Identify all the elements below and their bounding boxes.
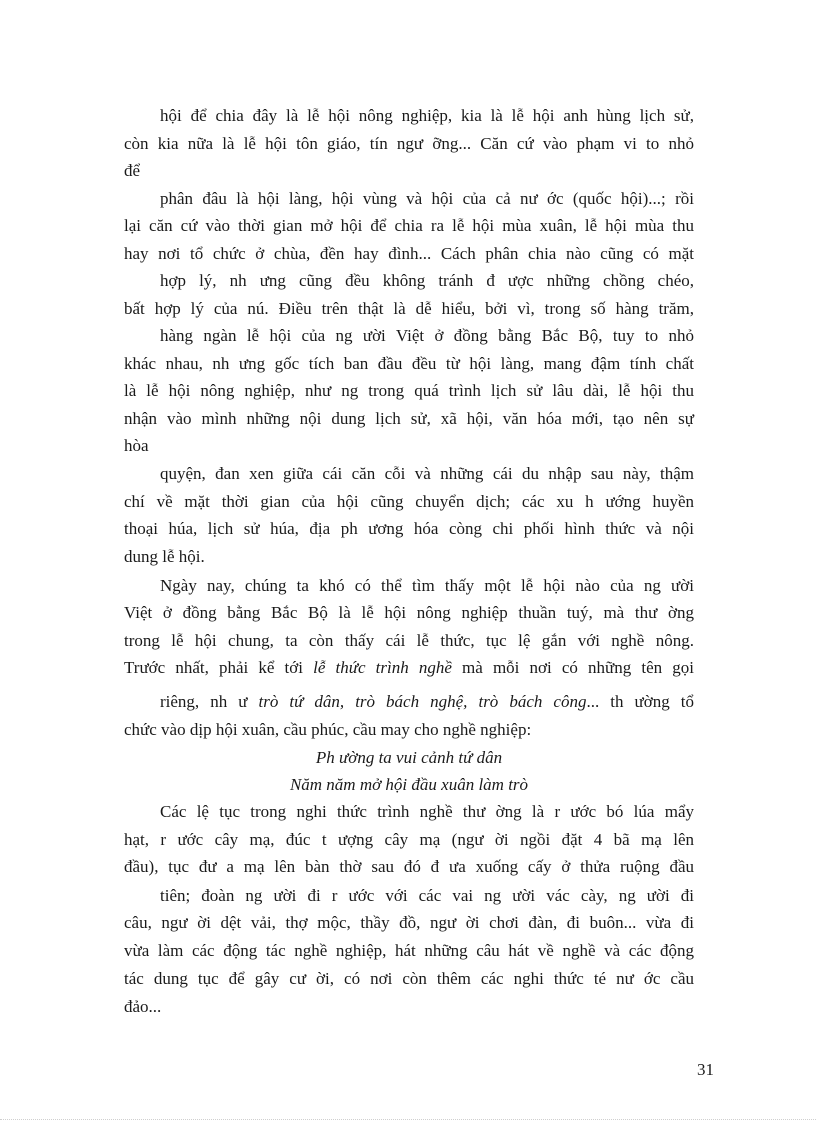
text-line: hòa [124,436,149,455]
text-line: tiên; đoàn ng ười đi r ước với các vai ng ười vác cày, ng ười đi [160,886,694,905]
page-number: 31 [697,1060,714,1079]
verse-line: Năm năm mở hội đầu xuân làm trò [289,775,529,794]
text-line: để [124,161,141,180]
text-line: là lễ hội nông nghiệp, như ng trong quá trình lịch sử lâu dài, lễ hội thu [124,381,694,400]
text-run: riêng, nh ư [160,692,259,711]
text-line: lại căn cứ vào thời gian mở hội để chia ra lễ hội mùa xuân, lễ hội mùa thu [124,216,694,235]
text-line: phân đâu là hội làng, hội vùng và hội của cả nư ớc (quốc hội)...; rồi [160,189,694,208]
text-run: mà mỗi nơi có những tên gọi [451,658,694,677]
text-line: vừa làm các động tác nghề nghiệp, hát những câu hát về nghề và các động [124,941,694,960]
text-line: nhận vào mình những nội dung lịch sử, xã hội, văn hóa mới, tạo nên sự [124,409,694,428]
text-line: hội để chia đây là lễ hội nông nghiệp, kia là lễ hội anh hùng lịch sử, [160,106,694,125]
text-line: Việt ở đồng bằng Bắc Bộ là lễ hội nông nghiệp thuần tuý, mà thư ờng [124,603,694,622]
text-line: Các lệ tục trong nghi thức trình nghề thư ờng là r ước bó lúa mẩy [160,802,694,821]
text-run: ... th ường tổ [586,692,694,711]
text-line: hạt, r ước cây mạ, đúc t ượng cây mạ (ngư ời ngồi đặt 4 bã mạ lên [124,830,694,849]
text-line: đảo... [124,997,162,1016]
italic-term: trò tứ dân, trò bách nghệ, trò bách công [258,692,587,711]
text-line [160,692,694,712]
verse-line: Ph ường ta vui cảnh tứ dân [315,748,503,767]
text-line: quyện, đan xen giữa cái căn cỗi và những cái du nhập sau này, thậm [160,464,694,483]
text-line: dung lễ hội. [124,547,205,566]
text-line: còn kia nữa là lễ hội tôn giáo, tín ngư ỡng... Căn cứ vào phạm vi to nhỏ [124,134,694,153]
text-line: chí về mặt thời gian của hội cũng chuyển dịch; các xu h ướng huyền [124,492,694,511]
text-line: hàng ngàn lễ hội của ng ười Việt ở đồng bằng Bắc Bộ, tuy to nhỏ [160,326,694,345]
bottom-dotted-rule [0,1119,816,1120]
text-run: Trước nhất, phải kể tới [124,658,314,677]
italic-term: lễ thức trình nghề [313,658,452,677]
text-line: Ngày nay, chúng ta khó có thể tìm thấy một lễ hội nào của ng ười [160,576,694,595]
text-line: tác dung tục để gây cư ời, có nơi còn thêm các nghi thức té nư ớc cầu [124,969,694,988]
text-line: chức vào dịp hội xuân, cầu phúc, cầu may cho nghề nghiệp: [124,720,532,739]
text-line: bất hợp lý của nú. Điều trên thật là dễ hiểu, bởi vì, trong số hàng trăm, [124,299,694,318]
text-line: đầu), tục đư a mạ lên bàn thờ sau đó đ ưa xuống cấy ở thửa ruộng đầu [124,857,694,876]
text-line [124,658,694,678]
text-line: hay nơi tổ chức ở chùa, đền hay đình... Cách phân chia nào cũng có mặt [124,244,694,263]
text-line: khác nhau, nh ưng gốc tích ban đầu đều từ hội làng, mang đậm tính chất [124,354,694,373]
text-line: hợp lý, nh ưng cũng đều không tránh đ ược những chồng chéo, [160,271,694,290]
text-line: câu, ngư ời dệt vải, thợ mộc, thầy đồ, ngư ời chơi đàn, đi buôn... vừa đi [124,913,694,932]
text-line: thoại húa, lịch sử húa, địa ph ương hóa còng chi phối hình thức và nội [124,519,694,538]
text-line: trong lễ hội chung, ta còn thấy cái lễ thức, tục lệ gắn với nghề nông. [124,631,694,650]
